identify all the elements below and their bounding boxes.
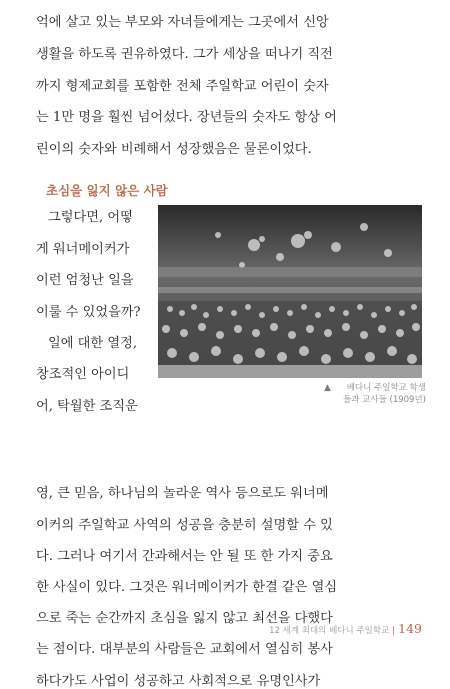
body-line: 한 사실이 있다. 그것은 워너메이커가 한결 같은 열심 — [36, 580, 338, 595]
body-line: 는 1만 명을 훨씬 넘어섰다. 장년들의 숫자도 항상 어 — [36, 110, 337, 125]
body-line: 이런 엄청난 일을 — [36, 273, 134, 288]
body-line: 다. 그러나 여기서 간과해서는 안 될 또 한 가지 중요 — [36, 548, 333, 564]
triangle-up-icon: ▲ — [324, 383, 331, 393]
page-number: 149 — [398, 621, 422, 636]
body-line: 억에 살고 있는 부모와 자녀들에게는 그곳에서 신앙 — [36, 15, 329, 30]
body-line: 어, 탁월한 조직운 — [36, 399, 138, 414]
body-line: 까지 형제교회를 포함한 전체 주일학교 어린이 숫자 — [36, 79, 329, 94]
caption-line: 베다니 주일학교 학생 — [346, 383, 426, 393]
body-line: 으로 죽는 순간까지 초심을 잃지 않고 최선을 다했다 — [36, 611, 333, 627]
body-line: 하다가도 사업이 성공하고 사회적으로 유명인사가 — [36, 673, 321, 689]
body-line: 이룰 수 있었을까? — [36, 305, 141, 320]
photo-caption — [334, 382, 426, 406]
body-line: 생활을 하도록 권유하였다. 그가 세상을 떠나기 직전 — [36, 47, 333, 62]
historic-photo — [158, 205, 422, 378]
body-line: 일에 대한 열정, — [48, 336, 138, 351]
body-line: 영, 큰 믿음, 하나님의 놀라운 역사 등으로도 워너메 — [36, 486, 329, 502]
body-line: 창조적인 아이디 — [36, 367, 130, 382]
body-line: 그렇다면, 어떻 — [48, 210, 133, 225]
footer-separator: | — [392, 626, 396, 636]
section-heading: 초심을 잃지 않은 사람 — [46, 183, 168, 198]
body-line: 이커의 주일학교 사역의 성공을 충분히 설명할 수 있 — [36, 517, 333, 533]
body-line: 게 워너메이커가 — [36, 242, 130, 257]
caption-line: 들과 교사들 (1909년) — [343, 395, 426, 405]
photo-illustration — [158, 205, 422, 378]
body-line: 린이의 숫자와 비례해서 성장했음은 물론이었다. — [36, 142, 312, 157]
body-line: 는 점이다. 대부분의 사람들은 교회에서 열심히 봉사 — [36, 642, 333, 658]
running-title: 12 세계 최대의 베다니 주일학교 — [269, 626, 390, 636]
